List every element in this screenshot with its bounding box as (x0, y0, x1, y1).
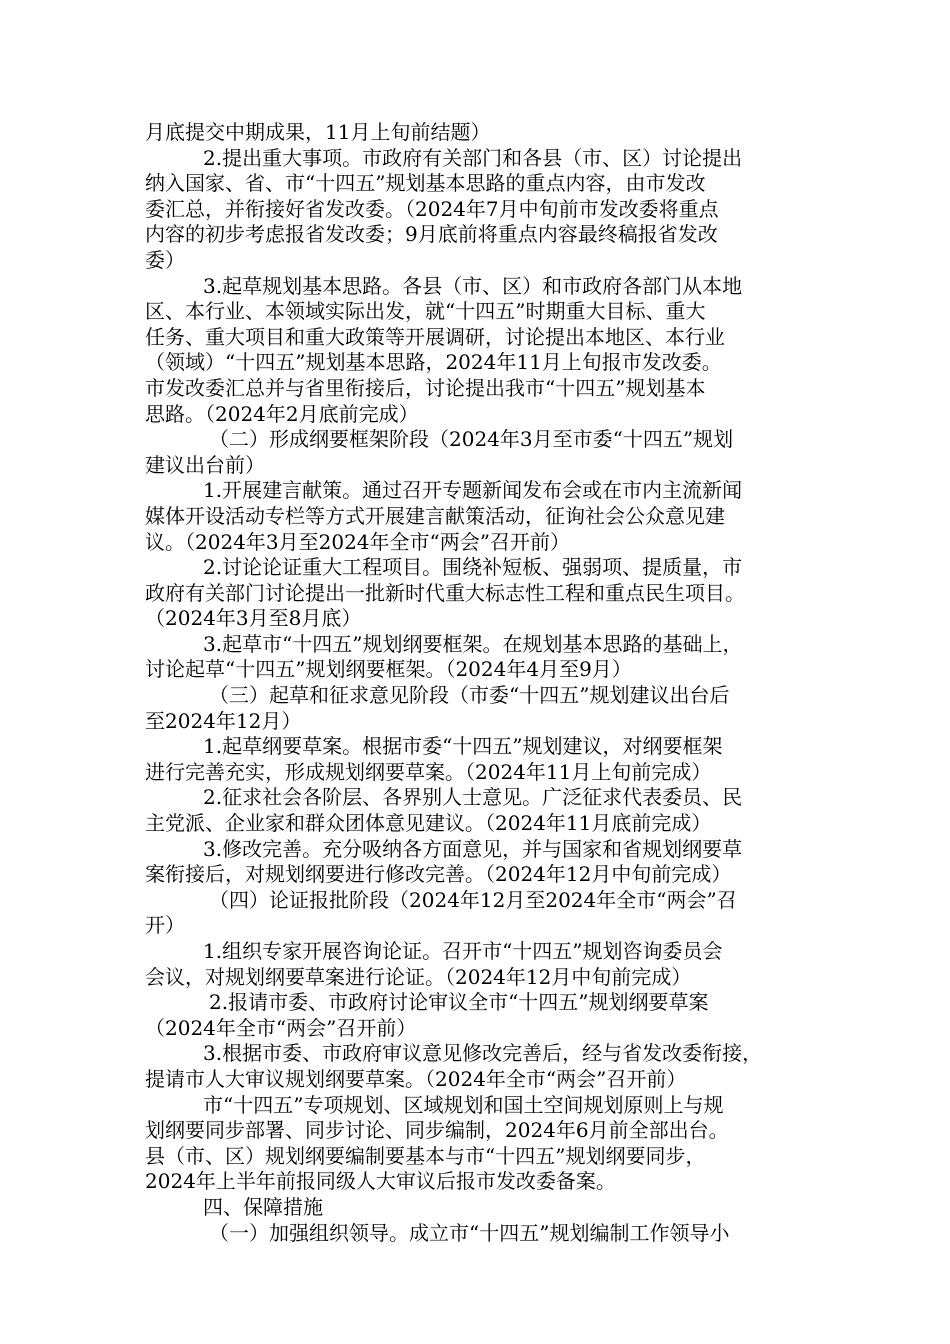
text-line: 区、本行业、本领域实际出发，就“十四五”时期重大目标、重大 (145, 299, 706, 324)
text-line: 市发改委汇总并与省里衔接后，讨论提出我市“十四五”规划基本 (145, 375, 706, 400)
text-line: （2024年全市“两会”召开前） (145, 1015, 417, 1040)
text-line: 主党派、企业家和群众团体意见建议。（2024年11月底前完成） (145, 811, 712, 836)
text-line: 会议，对规划纲要草案进行论证。（2024年12月中旬前完成） (145, 964, 692, 989)
text-line: （四）论证报批阶段（2024年12月至2024年全市“两会”召 (209, 887, 737, 912)
text-line: 县（市、区）规划纲要编制要基本与市“十四五”规划纲要同步， (145, 1143, 706, 1168)
text-line: 委） (145, 247, 185, 272)
text-line: 委汇总，并衔接好省发改委。（2024年7月中旬前市发改委将重点 (145, 196, 719, 221)
text-line: 四、保障措施 (203, 1194, 323, 1219)
text-line: 市“十四五”专项规划、区域规划和国土空间规划原则上与规 (203, 1092, 724, 1117)
text-line: 纳入国家、省、市“十四五”规划基本思路的重点内容，由市发改 (145, 171, 706, 196)
text-line: （领域）“十四五”规划基本思路，2024年11月上旬报市发改委。 (145, 350, 722, 375)
text-line: 进行完善充实，形成规划纲要草案。（2024年11月上旬前完成） (145, 759, 712, 784)
text-line: 开） (145, 913, 185, 938)
text-line: 1.起草纲要草案。根据市委“十四五”规划建议，对纲要框架 (203, 734, 723, 759)
text-line: 至2024年12月） (145, 708, 302, 733)
text-line: （一）加强组织领导。成立市“十四五”规划编制工作领导小 (209, 1220, 730, 1245)
text-line: 3.根据市委、市政府审议意见修改完善后，经与省发改委衔接， (203, 1041, 763, 1066)
document-page (145, 120, 825, 1246)
text-line: 2024年上半年前报同级人大审议后报市发改委备案。 (145, 1169, 616, 1194)
text-line: 2.讨论论证重大工程项目。围绕补短板、强弱项、提质量，市 (203, 555, 743, 580)
text-line: 3.修改完善。充分吸纳各方面意见，并与国家和省规划纲要草 (203, 836, 743, 861)
text-line: 3.起草市“十四五”规划纲要框架。在规划基本思路的基础上， (203, 631, 743, 656)
text-line: 提请市人大审议规划纲要草案。（2024年全市“两会”召开前） (145, 1066, 687, 1091)
text-line: 议。（2024年3月至2024年全市“两会”召开前） (145, 529, 570, 554)
text-line: （二）形成纲要框架阶段（2024年3月至市委“十四五”规划 (209, 427, 734, 452)
text-line: 2.报请市委、市政府讨论审议全市“十四五”规划纲要草案 (209, 990, 709, 1015)
text-line: 建议出台前） (145, 452, 265, 477)
text-line: （三）起草和征求意见阶段（市委“十四五”规划建议出台后 (209, 683, 730, 708)
text-line: 思路。（2024年2月底前完成） (145, 401, 419, 426)
text-line: 媒体开设活动专栏等方式开展建言献策活动，征询社会公众意见建 (145, 503, 725, 528)
text-line: 划纲要同步部署、同步讨论、同步编制，2024年6月前全部出台。 (145, 1118, 729, 1143)
text-line: 讨论起草“十四五”规划纲要框架。（2024年4月至9月） (145, 657, 632, 682)
text-line: 2.征求社会各阶层、各界别人士意见。广泛征求代表委员、民 (203, 785, 743, 810)
text-line: 内容的初步考虑报省发改委；9月底前将重点内容最终稿报省发改 (145, 222, 718, 247)
text-line: 3.起草规划基本思路。各县（市、区）和市政府各部门从本地 (203, 273, 743, 298)
text-line: 1.开展建言献策。通过召开专题新闻发布会或在市内主流新闻 (203, 478, 743, 503)
text-line: 1.组织专家开展咨询论证。召开市“十四五”规划咨询委员会 (203, 939, 723, 963)
text-line: 2.提出重大事项。市政府有关部门和各县（市、区）讨论提出 (203, 145, 743, 170)
text-line: （2024年3月至8月底） (145, 606, 362, 631)
text-line: 月底提交中期成果，11月上旬前结题） (145, 120, 491, 144)
text-line: 案衔接后，对规划纲要进行修改完善。（2024年12月中旬前完成） (145, 862, 732, 887)
text-line: 政府有关部门讨论提出一批新时代重大标志性工程和重点民生项目。 (145, 580, 745, 605)
text-line: 任务、重大项目和重大政策等开展调研，讨论提出本地区、本行业 (145, 324, 725, 349)
